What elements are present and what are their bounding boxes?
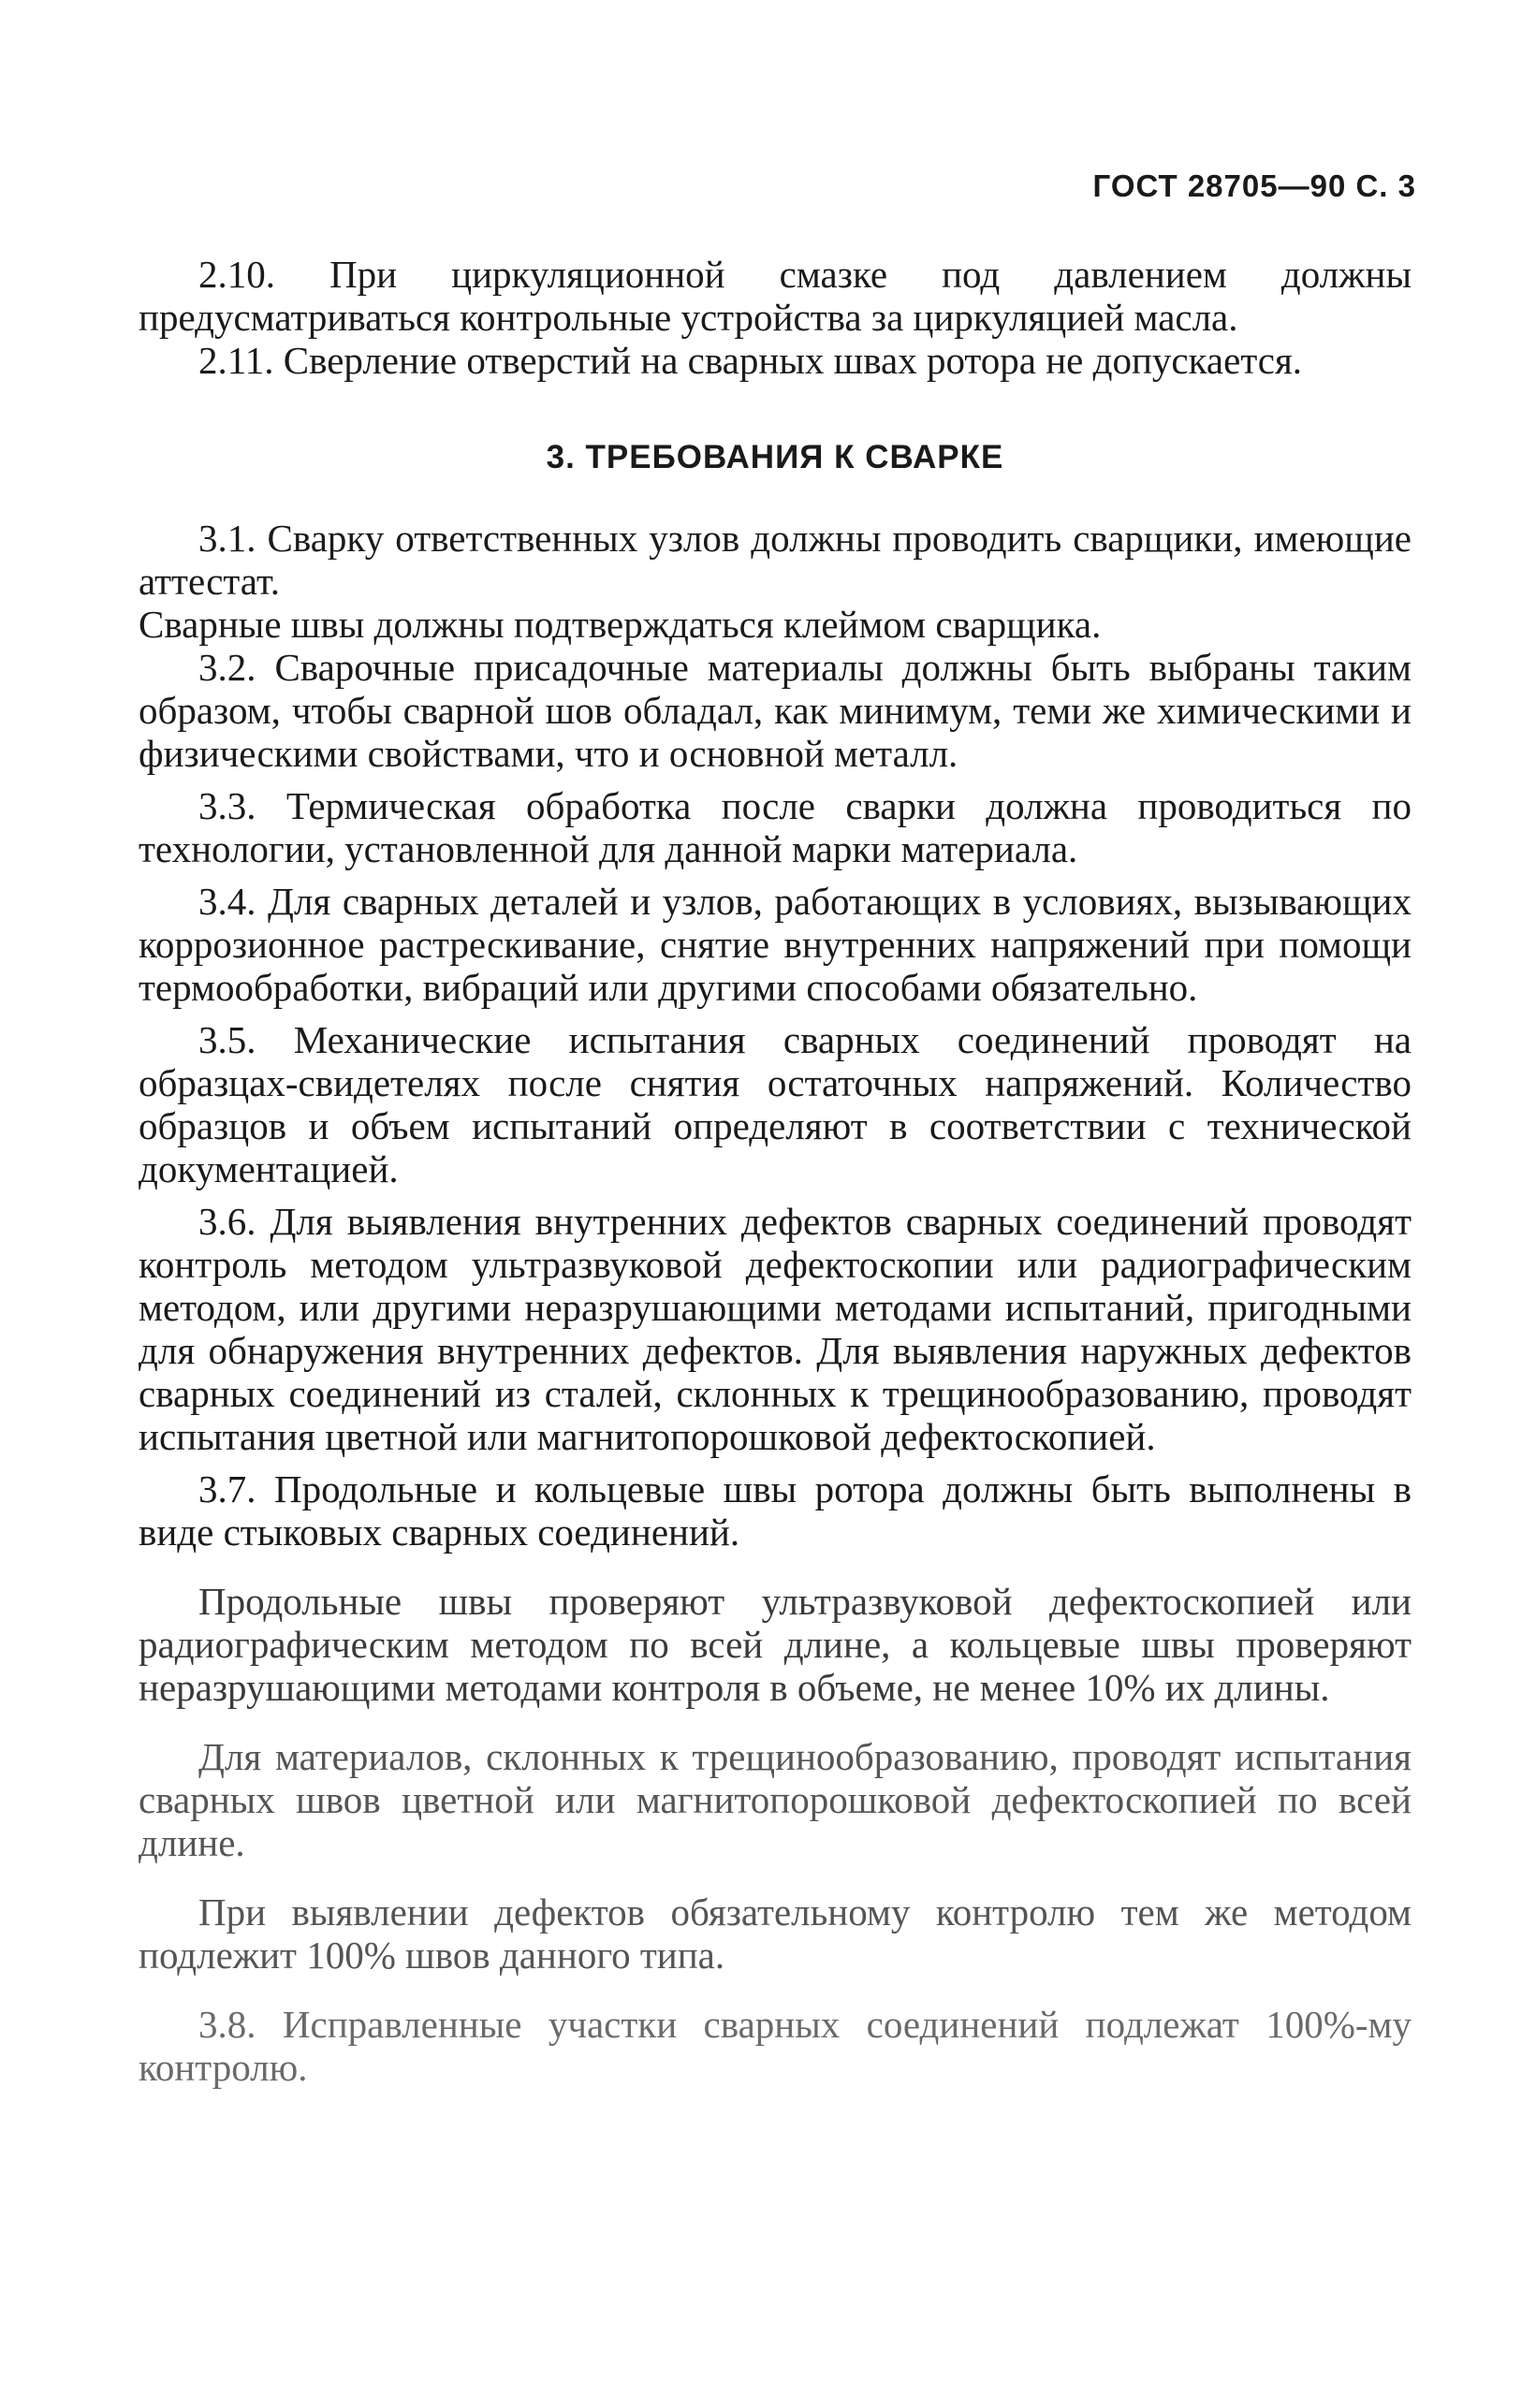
- paragraph-3-2: 3.2. Сварочные присадочные материалы должны быть выбраны таким образом, чтобы сварной шов обладал, как минимум, теми же химическими и физическими свойствами, что и основной металл.: [139, 646, 1412, 775]
- paragraph-3-1-note: Сварные швы должны подтверждаться клеймом сварщика.: [139, 603, 1102, 646]
- paragraph-2-10: 2.10. При циркуляционной смазке под давлением должны предусматриваться контрольные устройства за циркуляцией масла.: [139, 253, 1412, 339]
- paragraph-3-3: 3.3. Термическая обработка после сварки должна проводиться по технологии, установленной для данной марки материала.: [139, 784, 1412, 870]
- paragraph-3-4: 3.4. Для сварных деталей и узлов, работающих в условиях, вызывающих коррозионное растрескивание, снятие внутренних напряжений при помощи термообработки, вибраций или другими способами обязательно.: [139, 880, 1412, 1009]
- section-title: 3. ТРЕБОВАНИЯ К СВАРКЕ: [546, 439, 1004, 475]
- paragraph-3-1: 3.1. Сварку ответственных узлов должны проводить сварщики, имеющие аттестат.: [139, 517, 1412, 603]
- paragraph-3-8: 3.8. Исправленные участки сварных соединений подлежат 100%-му контролю.: [139, 2003, 1412, 2089]
- page-header: ГОСТ 28705—90 С. 3: [1092, 168, 1416, 203]
- paragraph-3-6: 3.6. Для выявления внутренних дефектов сварных соединений проводят контроль методом ультразвуковой дефектоскопии или радиографическим методом, или другими неразрушающими методами испытаний, пригодными для обнаружения внутренних дефектов. Для выявления наружных дефектов сварных соединений из сталей, склонных к трещинообразованию, проводят испытания цветной или магнитопорошковой дефектоскопией.: [139, 1200, 1412, 1458]
- document-body: [139, 253, 1412, 2089]
- paragraph-2-11: 2.11. Сверление отверстий на сварных швах ротора не допускается.: [198, 339, 1303, 382]
- paragraph-3-7-inspection: Продольные швы проверяют ультразвуковой дефектоскопией или радиографическим методом по всей длине, а кольцевые швы проверяют неразрушающими методами контроля в объеме, не менее 10% их длины.: [139, 1580, 1412, 1709]
- paragraph-3-5: 3.5. Механические испытания сварных соединений проводят на образцах-свидетелях после снятия остаточных напряжений. Количество образцов и объем испытаний определяют в соответствии с технической документацией.: [139, 1018, 1412, 1190]
- paragraph-3-7-defects: При выявлении дефектов обязательному контролю тем же методом подлежит 100% швов данного типа.: [139, 1890, 1412, 1977]
- paragraph-3-7: 3.7. Продольные и кольцевые швы ротора должны быть выполнены в виде стыковых сварных соединений.: [139, 1467, 1412, 1554]
- paragraph-3-7-materials: Для материалов, склонных к трещинообразованию, проводят испытания сварных швов цветной или магнитопорошковой дефектоскопией по всей длине.: [139, 1735, 1412, 1864]
